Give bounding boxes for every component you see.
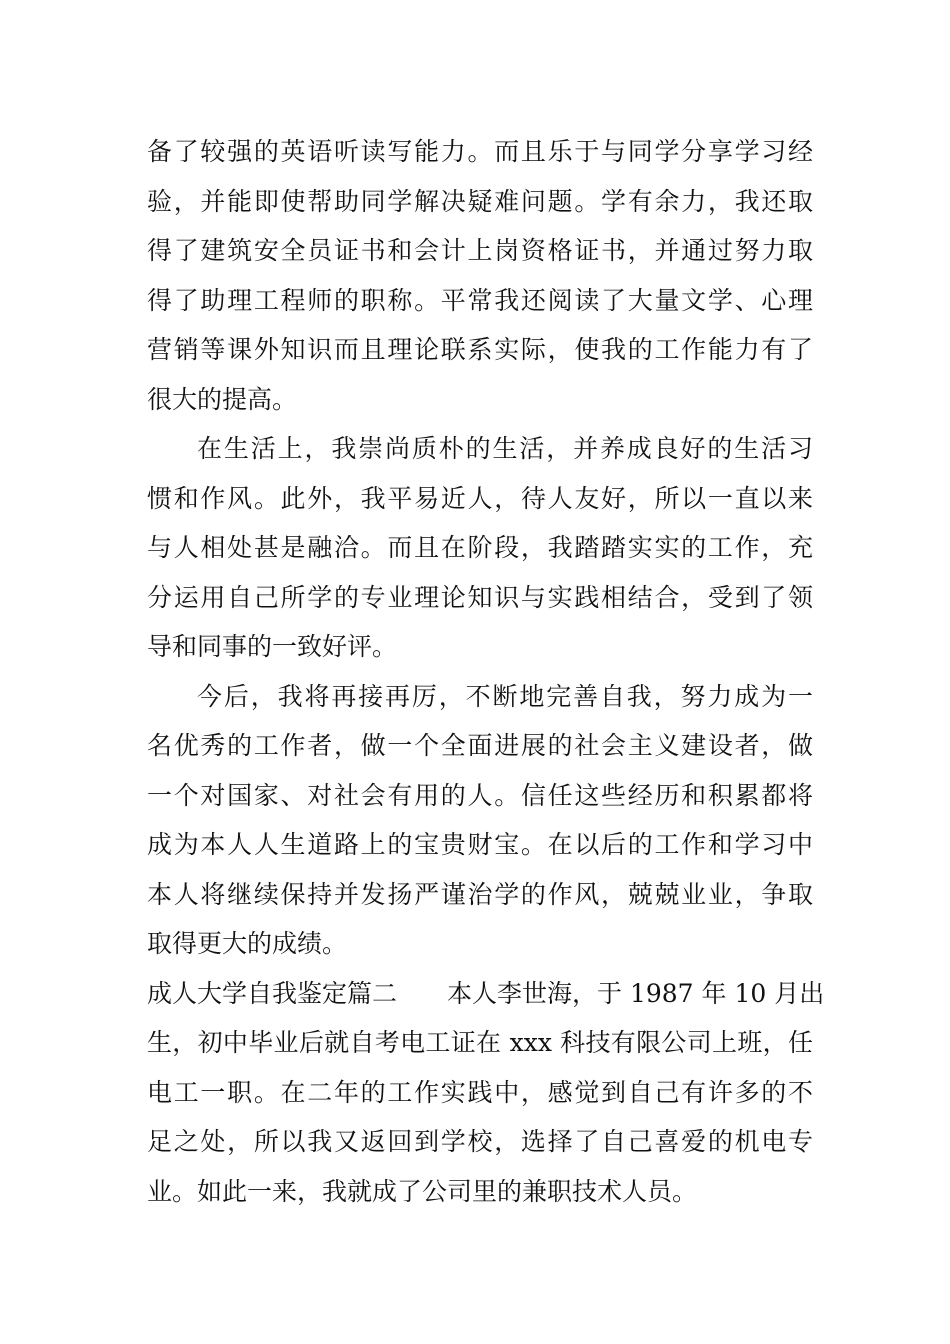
text-line: 生，初中毕业后就自考电工证在 xxx 科技有限公司上班，任 <box>147 1028 813 1057</box>
text-line: 成为本人人生道路上的宝贵财宝。在以后的工作和学习中 <box>147 830 813 859</box>
text-line: 电工一职。在二年的工作实践中，感觉到自己有许多的不 <box>147 1077 813 1107</box>
document-body <box>147 127 825 1216</box>
paragraph-first-line: 在生活上，我崇尚质朴的生活，并养成良好的生活习 <box>197 434 813 463</box>
paragraph-first-line: 今后，我将再接再厉，不断地完善自我，努力成为一 <box>197 681 813 711</box>
text-line: 分运用自己所学的专业理论知识与实践相结合，受到了领 <box>147 582 813 612</box>
text-line: 本人将继续保持并发扬严谨治学的作风，兢兢业业，争取 <box>147 879 813 909</box>
text-line: 很大的提高。 <box>147 384 298 414</box>
text-line: 营销等课外知识而且理论联系实际，使我的工作能力有了 <box>147 335 813 364</box>
text-line: 得了建筑安全员证书和会计上岗资格证书，并通过努力取 <box>147 236 813 265</box>
text-line: 惯和作风。此外，我平易近人，待人友好，所以一直以来 <box>147 483 813 513</box>
text-line: 足之处，所以我又返回到学校，选择了自己喜爱的机电专 <box>147 1127 813 1156</box>
text-line: 备了较强的英语听读写能力。而且乐于与同学分享学习经 <box>147 137 813 166</box>
text-line: 业。如此一来，我就成了公司里的兼职技术人员。 <box>147 1176 698 1206</box>
text-line: 名优秀的工作者，做一个全面进展的社会主义建设者，做 <box>147 731 813 760</box>
text-line: 得了助理工程师的职称。平常我还阅读了大量文学、心理 <box>147 285 813 315</box>
section-heading-line: 成人大学自我鉴定篇二 本人李世海，于 1987 年 10 月出 <box>147 978 825 1008</box>
text-line: 导和同事的一致好评。 <box>147 632 398 661</box>
text-line: 一个对国家、对社会有用的人。信任这些经历和积累都将 <box>147 780 813 810</box>
text-line: 取得更大的成绩。 <box>147 929 348 958</box>
text-line: 验，并能即使帮助同学解决疑难问题。学有余力，我还取 <box>147 186 813 216</box>
text-line: 与人相处甚是融洽。而且在阶段，我踏踏实实的工作，充 <box>147 533 813 562</box>
